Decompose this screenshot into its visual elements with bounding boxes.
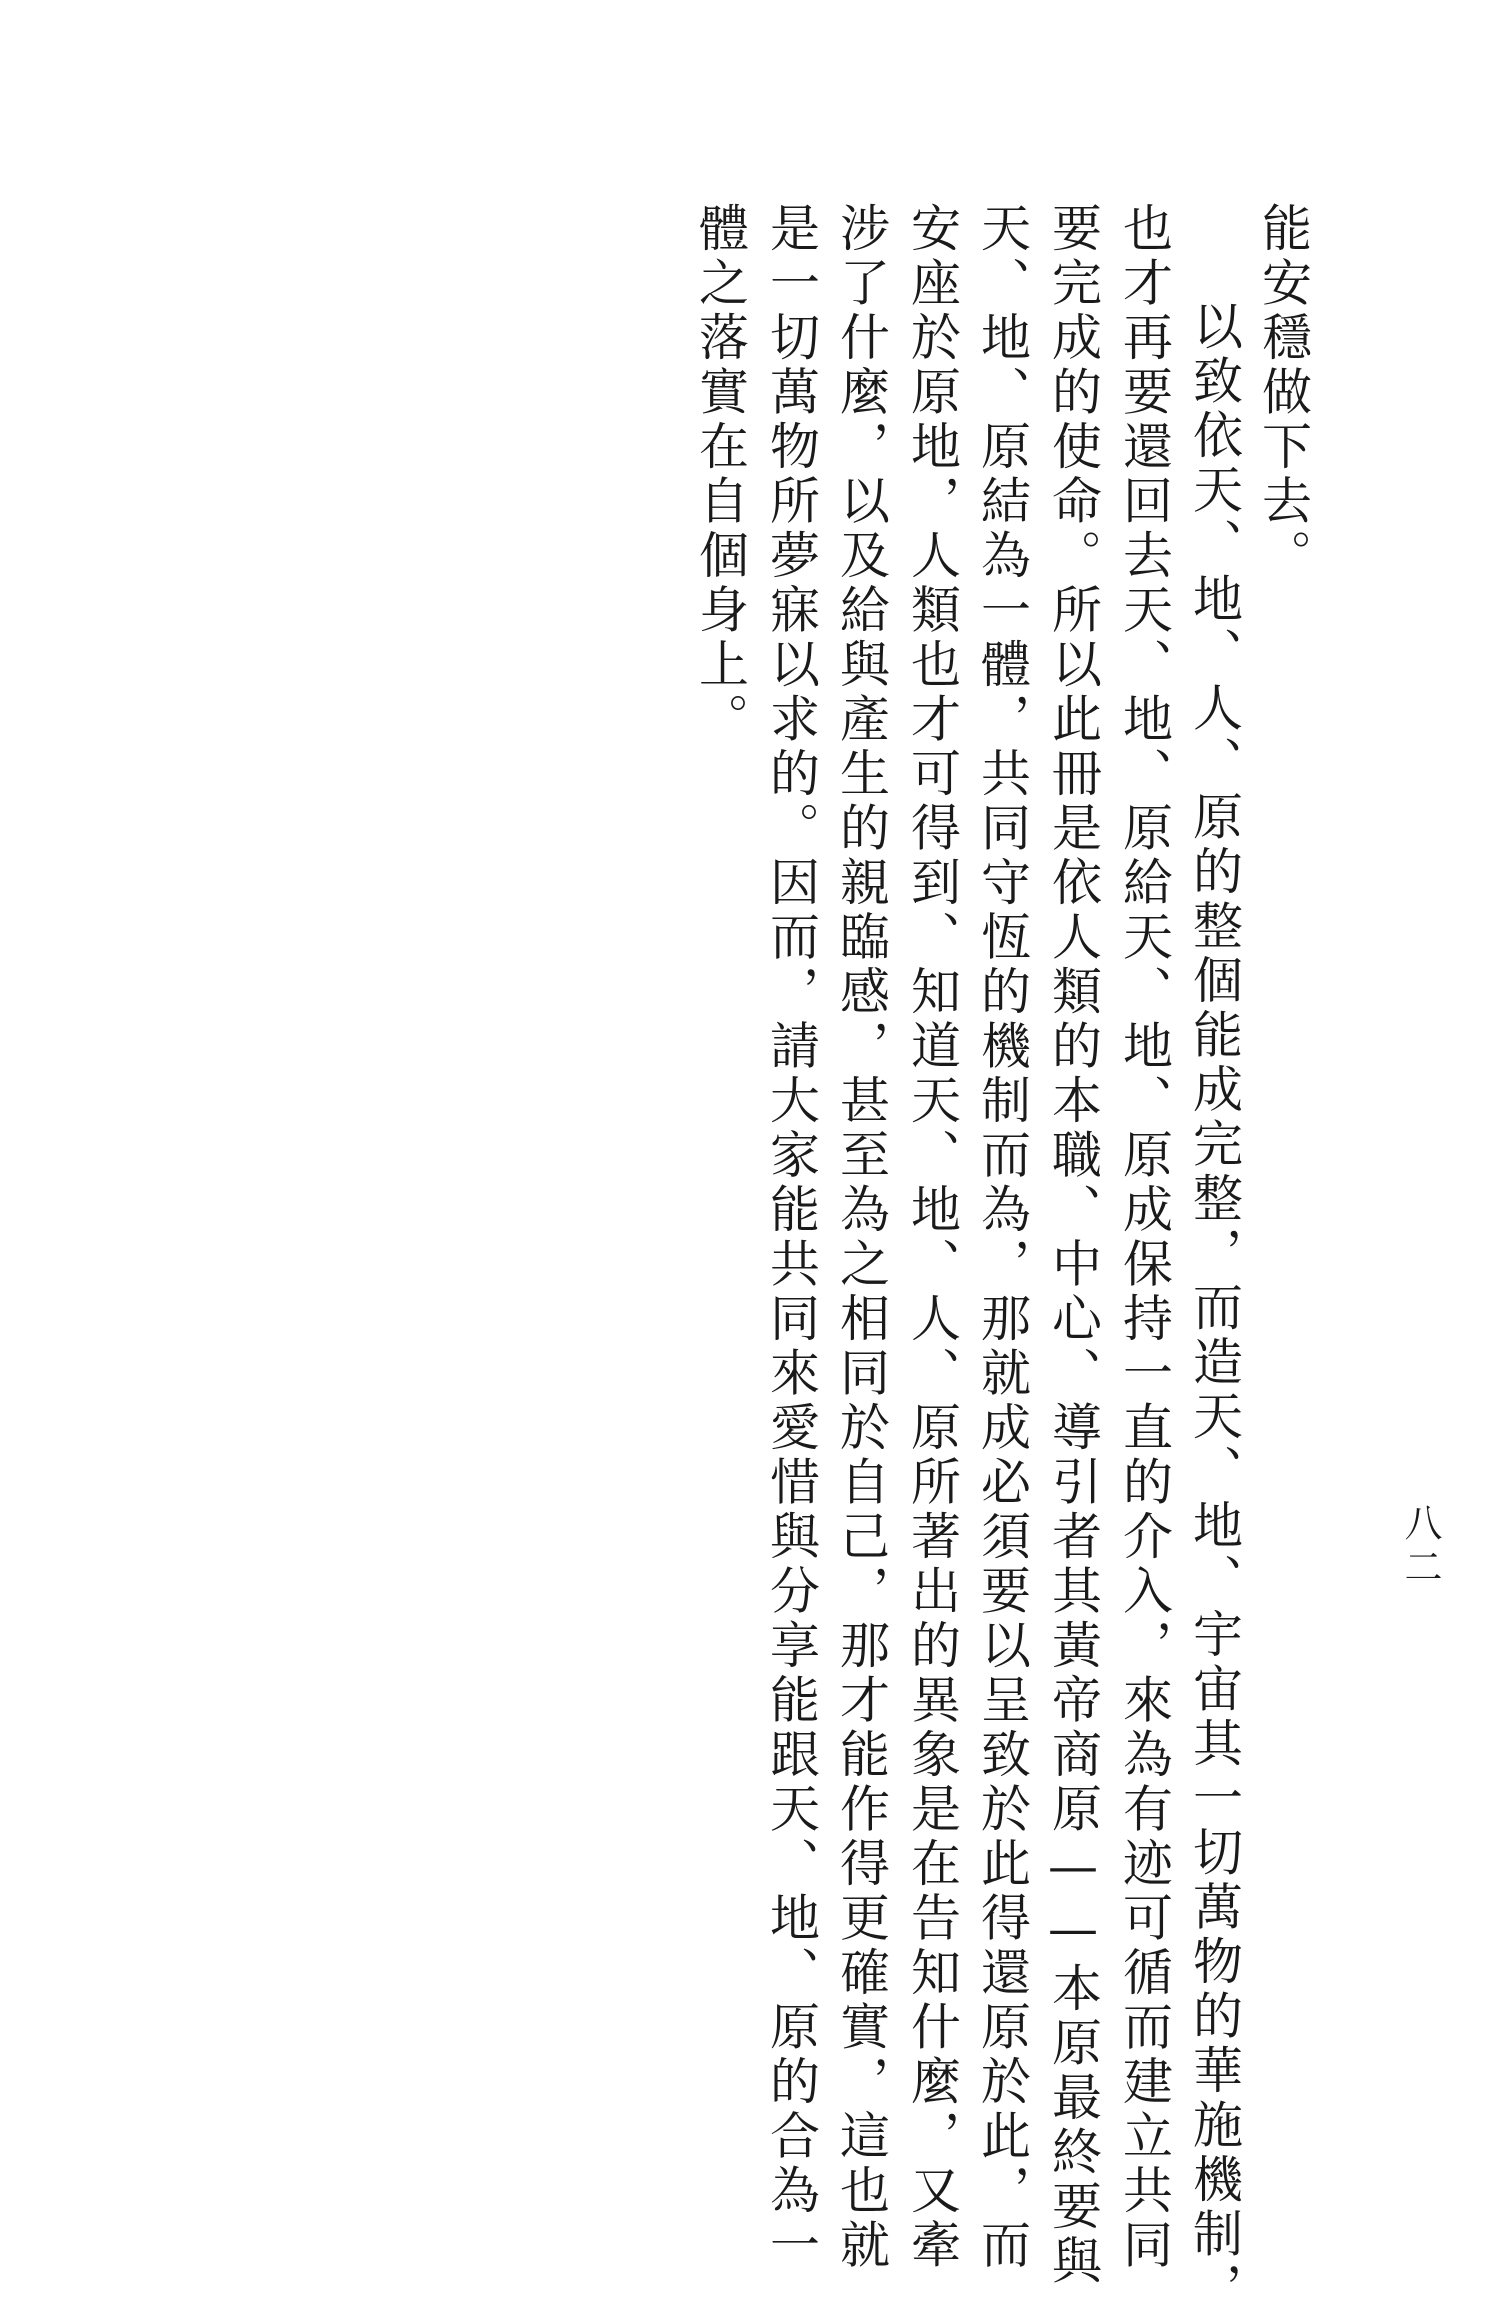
page-number: 八二 [1398, 1503, 1442, 1591]
text-column-3: 也才再要還回去天、地、原給天、地、原成保持一直的介入，來為有迹可循而建立共同 [1115, 202, 1173, 2273]
text-column-1: 能安穩做下去。 [1254, 202, 1312, 584]
text-column-6: 安座於原地，人類也才可得到、知道天、地、人、原所著出的異象是在告知什麼，又牽 [903, 202, 961, 2273]
text-column-7: 涉了什麼，以及給與產生的親臨感，甚至為之相同於自己，那才能作得更確實，這也就 [832, 202, 890, 2273]
text-column-2: 以致依天、地、人、原的整個能成完整，而造天、地、宇宙其一切萬物的華施機制， [1185, 300, 1243, 2317]
text-column-8: 是一切萬物所夢寐以求的。因而，請大家能共同來愛惜與分享能跟天、地、原的合為一 [762, 202, 820, 2273]
text-column-5: 天、地、原結為一體，共同守恆的機制而為，那就成必須要以呈致於此得還原於此，而 [973, 202, 1031, 2273]
text-column-9: 體之落實在自個身上。 [691, 202, 749, 747]
text-column-4: 要完成的使命。所以此冊是依人類的本職、中心、導引者其黃帝商原——本原最終要與 [1044, 202, 1102, 2289]
